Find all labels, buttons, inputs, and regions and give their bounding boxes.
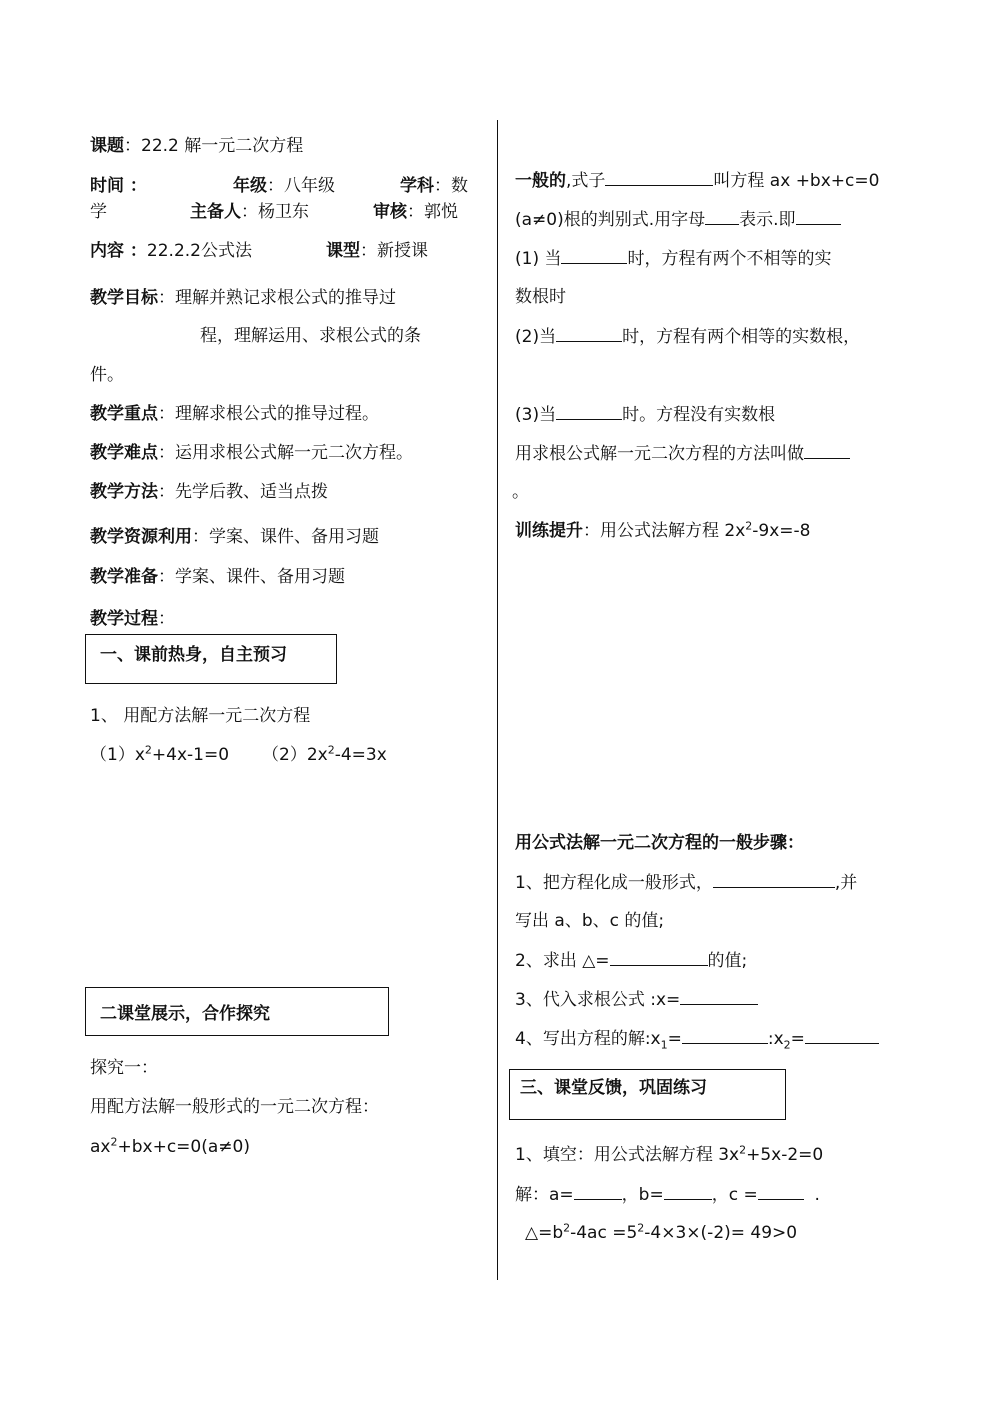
topic-label: 课题 — [90, 136, 124, 156]
blank-x2[interactable] — [805, 1027, 879, 1044]
method-line: 教学方法：先学后教、适当点拨 — [90, 482, 328, 502]
blank-case-1[interactable] — [561, 247, 627, 264]
goal-line-2: 程，理解运用、求根公式的条 — [200, 326, 421, 346]
method-name-line: 用求根公式解一元二次方程的方法叫做 — [515, 442, 850, 465]
difficulty-line: 教学难点：运用求根公式解一元二次方程。 — [90, 443, 413, 463]
question-1a: $(1)x^2+4x-1=0$ — [90, 743, 230, 765]
explore-heading: 探究一： — [90, 1058, 158, 1078]
step-1: 1、把方程化成一般形式， ,并 — [515, 873, 858, 893]
general-equation: $ax^2+bx+c=0(a\ne 0)$ — [90, 1135, 250, 1157]
goal-line-3: 件。 — [90, 365, 124, 385]
process-line: 教学过程： — [90, 609, 175, 629]
question-1: 1、 用配方法解一元二次方程 — [90, 706, 311, 726]
blank-delta[interactable] — [610, 949, 708, 966]
step-4: 4、写出方程的解$:x_1=$ $:x_2=$ — [515, 1027, 879, 1050]
question-1b: $(2)2x^2-4=3x$ — [262, 743, 387, 765]
blank-c[interactable] — [758, 1183, 804, 1200]
steps-title: 用公式法解一元二次方程的一般步骤： — [515, 833, 804, 853]
review-line: 审核：郭悦 — [373, 202, 458, 222]
blank-general-form[interactable] — [713, 871, 835, 888]
step-2: 2、求出 △= 的值; — [515, 951, 748, 971]
content-line: 内容 ：22.2.2公式法 — [90, 241, 252, 261]
blank-root-formula[interactable] — [680, 988, 758, 1005]
feedback-question: 1、填空：用公式法解方程 $3x^2+5x-2=0$ — [515, 1143, 824, 1165]
blank-expression[interactable] — [605, 169, 713, 186]
column-divider — [497, 120, 498, 1280]
host-line: 主备人：杨卫东 — [190, 202, 309, 222]
grade-line: 年级：八年级 — [233, 176, 335, 196]
feedback-coeffs: 解：a= ，b= ，c = . — [515, 1185, 820, 1205]
blank-case-2[interactable] — [556, 325, 622, 342]
feedback-delta: $\triangle=b^2-4ac =5^2-4\times 3\times(-2)= 49>0$ — [525, 1221, 798, 1243]
step-3: 3、代入求根公式 :x= — [515, 988, 758, 1011]
blank-formula[interactable] — [796, 208, 841, 225]
discriminant-line-1: 一般的,式子 叫方程 ax +bx+c=0 — [515, 171, 880, 191]
resource-line: 教学资源利用：学案、课件、备用习题 — [90, 527, 379, 547]
explore-text: 用配方法解一般形式的一元二次方程： — [90, 1097, 379, 1117]
subject-cont: 学 — [90, 202, 107, 222]
type-line: 课型：新授课 — [326, 241, 428, 261]
blank-a[interactable] — [574, 1183, 622, 1200]
blank-case-3[interactable] — [556, 403, 622, 420]
case-1-cont: 数根时 — [515, 287, 566, 307]
topic-line — [90, 135, 303, 157]
section1-title: 一、课前热身，自主预习 — [100, 645, 287, 665]
key-line: 教学重点：理解求根公式的推导过程。 — [90, 404, 379, 424]
method-name-end: 。 — [512, 482, 529, 502]
section2-title: 二课堂展示，合作探究 — [100, 1004, 270, 1024]
blank-b[interactable] — [664, 1183, 712, 1200]
blank-x1[interactable] — [682, 1027, 768, 1044]
topic-value: ：22.2 解一元二次方程 — [124, 136, 304, 156]
blank-method-name[interactable] — [804, 442, 850, 459]
case-1: (1) 当 时，方程有两个不相等的实 — [515, 249, 832, 269]
section3-title: 三、课堂反馈，巩固练习 — [520, 1078, 707, 1098]
case-2: (2)当 时，方程有两个相等的实数根， — [515, 327, 861, 347]
time-label: 时间 ： — [90, 176, 147, 196]
training-line: 训练提升：用公式法解方程 $2x^2-9x=-8$ — [515, 519, 811, 541]
discriminant-line-2: (a≠0)根的判别式.用字母 表示.即 — [515, 208, 841, 231]
prep-line: 教学准备：学案、课件、备用习题 — [90, 567, 345, 587]
case-3: (3)当 时。方程没有实数根 — [515, 405, 776, 425]
goal-line: 教学目标：理解并熟记求根公式的推导过 — [90, 288, 396, 308]
subject-line: 学科：数 — [400, 176, 468, 196]
step-1-cont: 写出 a、b、c 的值; — [515, 911, 665, 931]
blank-letter[interactable] — [705, 208, 739, 225]
